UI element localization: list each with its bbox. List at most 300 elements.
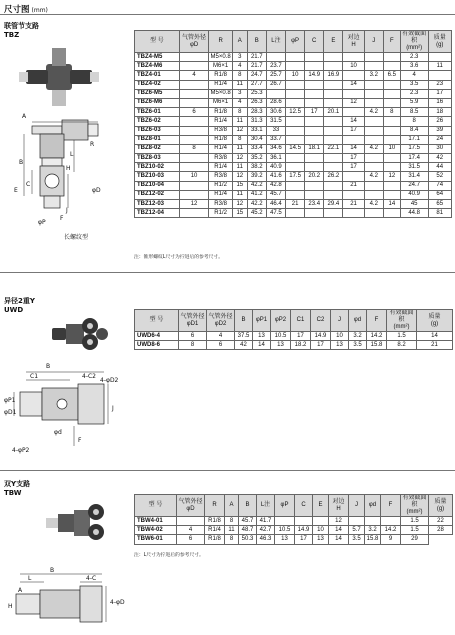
model-number-cell: TBZ12-02: [135, 190, 180, 199]
spec-cell: 48.7: [239, 526, 257, 535]
spec-cell: 29: [401, 535, 429, 544]
spec-cell: 38.2: [247, 163, 266, 172]
spec-cell: R1/4: [209, 190, 232, 199]
tbz-header-cell: F: [383, 31, 400, 53]
model-number-cell: TBW4-01: [135, 517, 177, 526]
spec-cell: [179, 98, 209, 107]
spec-cell: 3.2: [365, 526, 381, 535]
spec-cell: 17.4: [400, 154, 428, 163]
spec-cell: [295, 517, 313, 526]
tbw-header-cell: R: [205, 495, 225, 517]
model-number-cell: TBW4-02: [135, 526, 177, 535]
spec-cell: 21: [286, 200, 305, 209]
tbw-note: 注：L尺寸为拧进后的参考尺寸。: [134, 553, 204, 558]
table-row: [135, 172, 452, 181]
tbz-label-l: L: [70, 151, 74, 158]
tbw-header-cell: E: [313, 495, 329, 517]
spec-cell: 11: [232, 80, 247, 89]
tbw-section-name: 双Y支路: [4, 480, 31, 488]
spec-cell: [266, 89, 285, 98]
table-row: [135, 80, 452, 89]
spec-cell: [286, 126, 305, 135]
spec-cell: [383, 126, 400, 135]
model-number-cell: TBZ6-01: [135, 108, 180, 117]
spec-cell: 31.5: [400, 163, 428, 172]
model-number-cell: TBZ8-03: [135, 154, 180, 163]
spec-cell: [324, 135, 343, 144]
spec-cell: R1/4: [209, 144, 232, 153]
spec-cell: [286, 163, 305, 172]
spec-cell: 3.5: [349, 341, 367, 350]
spec-cell: 64: [428, 190, 451, 199]
tbw-label-l: L: [28, 575, 32, 582]
spec-cell: 4: [177, 526, 205, 535]
tbw-header-cell: 气管外径 φD: [177, 495, 205, 517]
spec-cell: [305, 126, 324, 135]
spec-cell: 44.8: [400, 209, 428, 218]
tbz-label-c: C: [26, 181, 31, 188]
tbw-header-cell: φP: [275, 495, 295, 517]
tbw-header-cell: J: [349, 495, 365, 517]
spec-cell: 65: [428, 200, 451, 209]
spec-cell: 17: [295, 535, 313, 544]
tbw-header-cell: 对边 H: [329, 495, 349, 517]
spec-cell: 45.7: [266, 190, 285, 199]
tbw-header-cell: B: [239, 495, 257, 517]
spec-cell: 18: [428, 108, 451, 117]
spec-cell: 23: [428, 80, 451, 89]
spec-cell: 16: [428, 98, 451, 107]
model-number-cell: TBZ4-01: [135, 71, 180, 80]
uwd-dimension-drawing: [4, 362, 128, 458]
spec-cell: R3/8: [209, 126, 232, 135]
spec-cell: 50.3: [239, 535, 257, 544]
spec-cell: 14.9: [311, 332, 331, 341]
tbw-header-cell: L注: [257, 495, 275, 517]
spec-cell: [383, 80, 400, 89]
tbz-header-cell: J: [364, 31, 383, 53]
spec-cell: 28: [429, 526, 453, 535]
tbz-header-cell: 有效截面积 (mm²): [402, 31, 427, 51]
spec-cell: 2.3: [400, 53, 428, 62]
spec-cell: [324, 98, 343, 107]
spec-cell: [364, 181, 383, 190]
spec-cell: 14.9: [305, 71, 324, 80]
spec-cell: 17: [343, 163, 364, 172]
tbz-header-cell: L注: [266, 31, 285, 53]
uwd-label-d: φd: [54, 429, 62, 436]
spec-cell: [343, 135, 364, 144]
spec-cell: [179, 117, 209, 126]
spec-cell: [365, 517, 381, 526]
spec-cell: [364, 98, 383, 107]
spec-cell: 13: [331, 341, 349, 350]
spec-cell: 17: [311, 341, 331, 350]
spec-cell: 6: [179, 108, 209, 117]
spec-cell: [305, 209, 324, 218]
spec-cell: 39: [428, 126, 451, 135]
spec-cell: 42: [428, 154, 451, 163]
table-row: [135, 332, 453, 341]
table-row: [135, 526, 453, 535]
spec-cell: 24.7: [247, 71, 266, 80]
spec-cell: [383, 135, 400, 144]
tbz-header-cell: B: [247, 31, 266, 53]
spec-cell: R1/8: [209, 135, 232, 144]
spec-cell: M6×1: [209, 98, 232, 107]
spec-cell: 9: [381, 535, 401, 544]
tbz-header-cell: φP: [286, 31, 305, 53]
spec-cell: 14: [383, 200, 400, 209]
spec-cell: 10: [343, 62, 364, 71]
spec-cell: 3.5: [349, 535, 365, 544]
uwd-header-cell: 气管外径 φD1: [179, 310, 207, 332]
spec-cell: 6: [177, 535, 205, 544]
table-row: [135, 62, 452, 71]
spec-cell: 6.5: [383, 71, 400, 80]
spec-cell: 17: [291, 332, 311, 341]
spec-cell: 10: [286, 71, 305, 80]
spec-cell: 14: [343, 144, 364, 153]
spec-cell: [324, 126, 343, 135]
uwd-header-cell: B: [235, 310, 253, 332]
uwd-header-cell: C1: [291, 310, 311, 332]
spec-cell: 8: [232, 135, 247, 144]
uwd-label-p1: φP1: [4, 397, 16, 404]
spec-cell: 14: [343, 80, 364, 89]
spec-cell: [349, 517, 365, 526]
tbz-label-p: φP: [38, 219, 46, 226]
spec-cell: 8: [383, 108, 400, 117]
spec-cell: 12: [232, 126, 247, 135]
spec-cell: 10: [313, 526, 329, 535]
spec-cell: [343, 89, 364, 98]
spec-cell: [179, 80, 209, 89]
spec-cell: [364, 154, 383, 163]
spec-cell: 44: [428, 163, 451, 172]
spec-cell: [383, 181, 400, 190]
uwd-section-name: 异径2重Y: [4, 297, 35, 305]
spec-cell: 21.7: [247, 62, 266, 71]
uwd-label-b: B: [46, 363, 51, 370]
spec-cell: 3.2: [349, 332, 367, 341]
tbw-label-h: H: [8, 603, 13, 610]
uwd-label-d2: 4-φD2: [100, 377, 119, 384]
table-row: [135, 517, 453, 526]
spec-cell: 31.4: [400, 172, 428, 181]
uwd-header-cell: 有效截面积 (mm²): [387, 310, 417, 332]
section-divider-2: [0, 470, 455, 471]
model-number-cell: TBZ8-01: [135, 135, 180, 144]
spec-cell: 42.2: [247, 200, 266, 209]
tbz-header-cell: 对边 H: [343, 31, 364, 53]
spec-cell: M6×1: [209, 62, 232, 71]
model-number-cell: UWD8-6: [135, 341, 179, 350]
spec-cell: 10: [179, 172, 209, 181]
spec-cell: [383, 98, 400, 107]
model-number-cell: TBZ12-04: [135, 209, 180, 218]
spec-cell: 31.5: [266, 117, 285, 126]
spec-cell: 18.2: [291, 341, 311, 350]
spec-cell: 18.1: [305, 144, 324, 153]
spec-cell: R1/8: [205, 517, 225, 526]
tbz-header-cell: R: [209, 31, 232, 53]
spec-cell: 3.6: [400, 62, 428, 71]
spec-cell: [286, 135, 305, 144]
spec-cell: [179, 135, 209, 144]
tbz-section-name: 联管节支路: [4, 22, 39, 30]
spec-cell: M5×0.8: [209, 89, 232, 98]
spec-cell: 41.6: [266, 172, 285, 181]
spec-cell: 13: [313, 535, 329, 544]
tbz-header-cell: 型 号: [135, 31, 180, 53]
spec-cell: 15: [232, 181, 247, 190]
spec-cell: 33: [266, 126, 285, 135]
table-row: [135, 209, 452, 218]
spec-cell: 17.5: [400, 144, 428, 153]
spec-cell: 26.3: [247, 98, 266, 107]
spec-cell: [179, 154, 209, 163]
spec-cell: 20.1: [324, 108, 343, 117]
spec-cell: 21: [417, 341, 453, 350]
spec-cell: 21.7: [247, 53, 266, 62]
section-divider-1: [0, 272, 455, 273]
spec-cell: R1/4: [209, 163, 232, 172]
spec-cell: [324, 117, 343, 126]
spec-cell: 26: [428, 117, 451, 126]
spec-cell: [305, 62, 324, 71]
spec-cell: 3.5: [400, 80, 428, 89]
tbw-header-cell: F: [381, 495, 401, 517]
model-number-cell: TBZ6-M5: [135, 89, 180, 98]
spec-cell: 4: [232, 98, 247, 107]
spec-cell: 11: [232, 163, 247, 172]
model-number-cell: TBZ6-02: [135, 117, 180, 126]
spec-cell: 1.5: [387, 332, 417, 341]
spec-cell: 28.3: [247, 108, 266, 117]
spec-cell: 42.8: [266, 181, 285, 190]
spec-cell: 8.5: [400, 108, 428, 117]
spec-cell: 5.9: [400, 98, 428, 107]
table-row: [135, 98, 452, 107]
tbz-header-cell: A: [232, 31, 247, 53]
model-number-cell: TBZ4-M5: [135, 53, 180, 62]
spec-cell: [364, 209, 383, 218]
spec-cell: 5.7: [349, 526, 365, 535]
uwd-header-cell: 质量 (g): [417, 310, 453, 332]
tbw-label-c: 4-C: [86, 575, 97, 582]
uwd-label-d1: φD1: [4, 409, 17, 416]
table-row: [135, 144, 452, 153]
tbw-header-cell: A: [225, 495, 239, 517]
spec-cell: [179, 181, 209, 190]
spec-cell: [364, 89, 383, 98]
spec-cell: 52: [428, 172, 451, 181]
spec-cell: 35.2: [247, 154, 266, 163]
spec-cell: R1/4: [205, 526, 225, 535]
table-row: [135, 154, 452, 163]
spec-cell: 22: [429, 517, 453, 526]
spec-cell: [383, 163, 400, 172]
spec-cell: 6: [207, 341, 235, 350]
spec-cell: 23.7: [266, 62, 285, 71]
tbw-dimension-drawing: [4, 566, 128, 634]
spec-cell: 14: [329, 526, 349, 535]
spec-cell: 30: [428, 144, 451, 153]
spec-cell: [324, 62, 343, 71]
spec-cell: 46.4: [266, 200, 285, 209]
tbw-label-b: B: [50, 567, 55, 574]
spec-cell: 2.3: [400, 89, 428, 98]
spec-cell: [364, 190, 383, 199]
model-number-cell: TBZ6-03: [135, 126, 180, 135]
tbz-label-j: J: [66, 207, 68, 214]
spec-cell: 10.5: [271, 332, 291, 341]
spec-cell: [286, 181, 305, 190]
table-row: [135, 181, 452, 190]
tbw-fitting-photo-icon: [46, 504, 104, 540]
spec-cell: 8.4: [400, 126, 428, 135]
spec-cell: [324, 80, 343, 89]
spec-cell: 4: [232, 62, 247, 71]
tbz-label-r: R: [90, 141, 95, 148]
tbz-fitting-photo-icon: [19, 48, 99, 106]
spec-cell: R1/2: [209, 181, 232, 190]
table-row: [135, 53, 452, 62]
spec-cell: 14: [253, 341, 271, 350]
tbz-header-cell: C: [305, 31, 324, 53]
spec-cell: [343, 53, 364, 62]
spec-cell: [286, 117, 305, 126]
spec-cell: [305, 117, 324, 126]
uwd-label-f: F: [78, 437, 82, 444]
spec-cell: 42.7: [257, 526, 275, 535]
spec-cell: [343, 190, 364, 199]
spec-cell: 14.2: [367, 332, 387, 341]
spec-cell: 13: [271, 341, 291, 350]
tbw-label-a: A: [18, 587, 23, 594]
table-row: [135, 190, 452, 199]
model-number-cell: TBZ4-M6: [135, 62, 180, 71]
spec-cell: [286, 89, 305, 98]
spec-cell: 3: [232, 53, 247, 62]
spec-cell: M5×0.8: [209, 53, 232, 62]
tbz-label-a: A: [22, 113, 27, 120]
tbw-spec-table: [134, 494, 453, 545]
tbz-label-e: E: [14, 187, 18, 194]
tbz-figure-caption: 长螺纹型: [64, 234, 89, 241]
spec-cell: 8: [225, 517, 239, 526]
spec-cell: 4.2: [364, 144, 383, 153]
uwd-header-cell: φP1: [253, 310, 271, 332]
table-row: [135, 89, 452, 98]
spec-cell: 8: [225, 535, 239, 544]
spec-cell: 74: [428, 181, 451, 190]
spec-cell: 36.1: [266, 154, 285, 163]
spec-cell: [266, 53, 285, 62]
tbw-header-cell: φd: [365, 495, 381, 517]
table-row: [135, 341, 453, 350]
tbz-photo: [6, 44, 116, 116]
spec-cell: 33.1: [247, 126, 266, 135]
spec-cell: [177, 517, 205, 526]
spec-cell: [343, 172, 364, 181]
page-title: 尺寸图 (mm): [4, 5, 48, 15]
spec-cell: 29.4: [324, 200, 343, 209]
tbw-header-cell: 有效截面积 (mm²): [402, 495, 427, 515]
spec-cell: 4.2: [364, 108, 383, 117]
spec-cell: 13: [253, 332, 271, 341]
spec-cell: [364, 117, 383, 126]
spec-cell: 23.4: [305, 200, 324, 209]
spec-cell: 10: [383, 144, 400, 153]
table-row: [135, 200, 452, 209]
spec-cell: 47.5: [266, 209, 285, 218]
spec-cell: [179, 126, 209, 135]
spec-cell: [428, 53, 451, 62]
spec-cell: 12: [232, 154, 247, 163]
tbz-header-cell: 气管外径 φD: [179, 31, 209, 53]
spec-cell: 30.6: [266, 108, 285, 117]
spec-cell: [383, 62, 400, 71]
tbz-section-code: TBZ: [4, 31, 20, 39]
spec-cell: 15: [232, 209, 247, 218]
spec-cell: 45.2: [247, 209, 266, 218]
spec-cell: R1/8: [209, 108, 232, 117]
spec-cell: 81: [428, 209, 451, 218]
model-number-cell: TBZ8-02: [135, 144, 180, 153]
spec-cell: 21: [343, 200, 364, 209]
spec-cell: R1/4: [209, 117, 232, 126]
spec-cell: [364, 62, 383, 71]
spec-cell: 39.2: [247, 172, 266, 181]
tbz-note: 注：锥形螺纹L尺寸为拧进后的参考尺寸。: [134, 255, 224, 260]
table-row: [135, 71, 452, 80]
uwd-header-cell: C2: [311, 310, 331, 332]
spec-cell: 11: [428, 62, 451, 71]
spec-cell: 14: [343, 117, 364, 126]
spec-cell: [324, 181, 343, 190]
spec-cell: 30.4: [247, 135, 266, 144]
spec-cell: 22.1: [324, 144, 343, 153]
uwd-section-code: UWD: [4, 306, 24, 314]
spec-cell: 12.5: [286, 108, 305, 117]
table-row: [135, 108, 452, 117]
spec-cell: [179, 163, 209, 172]
tbw-section-code: TBW: [4, 489, 22, 497]
spec-cell: 3: [232, 89, 247, 98]
spec-cell: 14.2: [381, 526, 401, 535]
uwd-label-p2: 4-φP2: [12, 447, 30, 454]
spec-cell: 15.8: [367, 341, 387, 350]
spec-cell: 37.5: [235, 332, 253, 341]
spec-cell: [324, 89, 343, 98]
title-rule: [0, 14, 455, 15]
spec-cell: 26.2: [324, 172, 343, 181]
uwd-label-c1: C1: [30, 373, 39, 380]
spec-cell: 4: [179, 71, 209, 80]
spec-cell: [305, 135, 324, 144]
uwd-spec-table: [134, 309, 453, 350]
spec-cell: 14: [417, 332, 453, 341]
uwd-fitting-photo-icon: [52, 318, 108, 350]
spec-cell: 15.8: [365, 535, 381, 544]
spec-cell: 17: [343, 154, 364, 163]
spec-cell: [179, 209, 209, 218]
spec-cell: R1/4: [209, 80, 232, 89]
tbz-spec-table: [134, 30, 452, 218]
spec-cell: 3.2: [364, 71, 383, 80]
